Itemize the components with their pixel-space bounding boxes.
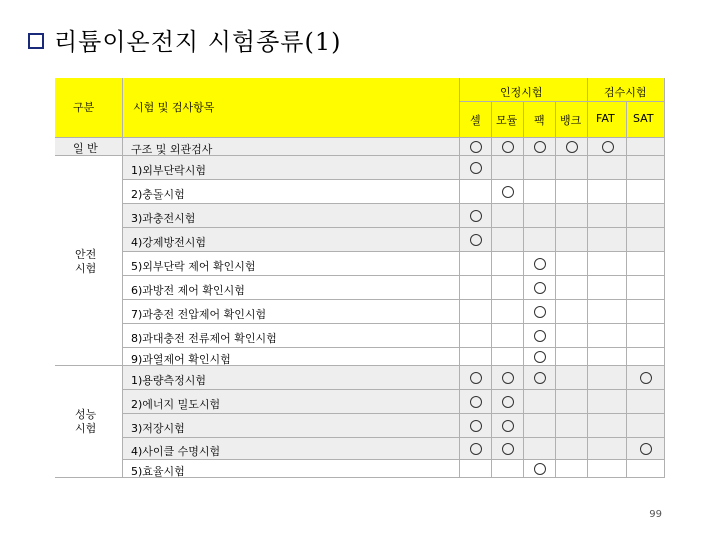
circle-mark-icon [534, 258, 546, 270]
header-cert-cell [460, 78, 588, 102]
mark-cell [556, 366, 588, 390]
row-label: 6)과방전 제어 확인시험 [131, 283, 245, 297]
group-performance-line2: 시험 [75, 422, 97, 435]
header-cert: 인정시험 [500, 86, 543, 99]
circle-mark-icon [470, 234, 482, 246]
mark-cell [492, 180, 524, 204]
mark-cell [588, 300, 627, 324]
circle-mark-icon [470, 396, 482, 408]
row-label: 2)충돌시험 [131, 187, 185, 201]
col-module: 모듈 [496, 114, 518, 127]
mark-cell [556, 300, 588, 324]
row-label: 7)과충전 전압제어 확인시험 [131, 307, 267, 321]
mark-cell [627, 138, 665, 156]
mark-cell [627, 156, 665, 180]
row-label-cell [123, 348, 460, 366]
col-pack-header [524, 102, 556, 138]
circle-mark-icon [534, 306, 546, 318]
col-bank-header [556, 102, 588, 138]
mark-cell [460, 156, 492, 180]
mark-cell [588, 156, 627, 180]
mark-cell [460, 300, 492, 324]
header-gubun: 구분 [73, 101, 95, 114]
mark-cell [492, 324, 524, 348]
mark-cell [460, 324, 492, 348]
row-label: 구조 및 외관검사 [131, 142, 213, 156]
mark-cell [524, 204, 556, 228]
circle-mark-icon [502, 396, 514, 408]
row-label-cell [123, 252, 460, 276]
header-items-cell [123, 78, 460, 138]
mark-cell [627, 366, 665, 390]
mark-cell [627, 204, 665, 228]
circle-mark-icon [502, 443, 514, 455]
mark-cell [460, 252, 492, 276]
circle-mark-icon [502, 141, 514, 153]
mark-cell [588, 180, 627, 204]
row-label-cell [123, 138, 460, 156]
circle-mark-icon [502, 372, 514, 384]
circle-mark-icon [534, 351, 546, 363]
mark-cell [556, 180, 588, 204]
row-label: 9)과열제어 확인시험 [131, 352, 231, 366]
row-label-cell [123, 228, 460, 252]
mark-cell [556, 414, 588, 438]
mark-cell [492, 414, 524, 438]
mark-cell [492, 390, 524, 414]
mark-cell [492, 460, 524, 478]
mark-cell [556, 390, 588, 414]
mark-cell [492, 366, 524, 390]
mark-cell [492, 252, 524, 276]
circle-mark-icon [534, 330, 546, 342]
circle-mark-icon [470, 141, 482, 153]
mark-cell [556, 460, 588, 478]
page-title [28, 22, 341, 57]
mark-cell [524, 460, 556, 478]
mark-cell [492, 156, 524, 180]
mark-cell [492, 300, 524, 324]
mark-cell [627, 228, 665, 252]
row-label-cell [123, 414, 460, 438]
mark-cell [556, 156, 588, 180]
mark-cell [627, 324, 665, 348]
mark-cell [492, 348, 524, 366]
mark-cell [588, 276, 627, 300]
mark-cell [556, 252, 588, 276]
mark-cell [492, 276, 524, 300]
row-label-cell [123, 180, 460, 204]
circle-mark-icon [566, 141, 578, 153]
row-label: 1)외부단락시험 [131, 163, 207, 177]
group-safety-line2: 시험 [75, 262, 97, 275]
mark-cell [460, 438, 492, 460]
row-label-cell [123, 204, 460, 228]
group-safety-cell [55, 156, 123, 366]
row-label-cell [123, 156, 460, 180]
mark-cell [524, 348, 556, 366]
mark-cell [556, 204, 588, 228]
row-label: 5)외부단락 제어 확인시험 [131, 259, 256, 273]
mark-cell [588, 204, 627, 228]
mark-cell [492, 438, 524, 460]
row-label-cell [123, 276, 460, 300]
mark-cell [524, 276, 556, 300]
mark-cell [460, 204, 492, 228]
row-label: 3)저장시험 [131, 421, 185, 435]
title-text: 리튬이온전지 시험종류(1) [54, 28, 342, 56]
mark-cell [627, 348, 665, 366]
row-label: 4)사이클 수명시험 [131, 444, 221, 458]
mark-cell [556, 276, 588, 300]
mark-cell [524, 156, 556, 180]
mark-cell [460, 390, 492, 414]
group-performance-cell [55, 366, 123, 478]
mark-cell [460, 228, 492, 252]
checkbox-bullet-icon [28, 33, 44, 49]
circle-mark-icon [470, 210, 482, 222]
col-pack: 팩 [534, 114, 545, 127]
mark-cell [460, 366, 492, 390]
mark-cell [524, 390, 556, 414]
mark-cell [556, 438, 588, 460]
mark-cell [524, 324, 556, 348]
row-label: 3)과충전시험 [131, 211, 196, 225]
row-label-cell [123, 390, 460, 414]
mark-cell [588, 324, 627, 348]
col-sat-header [627, 102, 665, 138]
mark-cell [524, 180, 556, 204]
mark-cell [524, 252, 556, 276]
row-label: 4)강제방전시험 [131, 235, 207, 249]
col-cell-header [460, 102, 492, 138]
row-label-cell [123, 438, 460, 460]
mark-cell [460, 180, 492, 204]
row-label: 2)에너지 밀도시험 [131, 397, 221, 411]
mark-cell [492, 138, 524, 156]
mark-cell [524, 438, 556, 460]
mark-cell [460, 414, 492, 438]
mark-cell [556, 228, 588, 252]
mark-cell [627, 180, 665, 204]
col-fat: FAT [596, 112, 615, 125]
circle-mark-icon [640, 443, 652, 455]
mark-cell [588, 366, 627, 390]
mark-cell [524, 300, 556, 324]
row-label-cell [123, 300, 460, 324]
mark-cell [492, 204, 524, 228]
mark-cell [556, 324, 588, 348]
page-number: 99 [649, 509, 662, 520]
mark-cell [588, 252, 627, 276]
circle-mark-icon [470, 420, 482, 432]
row-label-cell [123, 460, 460, 478]
mark-cell [556, 348, 588, 366]
header-accept-cell [588, 78, 665, 102]
mark-cell [524, 138, 556, 156]
circle-mark-icon [534, 463, 546, 475]
col-fat-header [588, 102, 627, 138]
group-general: 일 반 [73, 142, 98, 155]
mark-cell [627, 414, 665, 438]
circle-mark-icon [534, 372, 546, 384]
row-label: 1)용량측정시험 [131, 373, 207, 387]
mark-cell [588, 228, 627, 252]
mark-cell [588, 348, 627, 366]
header-accept: 검수시험 [604, 86, 647, 99]
col-sat: SAT [633, 112, 654, 125]
circle-mark-icon [602, 141, 614, 153]
mark-cell [492, 228, 524, 252]
mark-cell [627, 390, 665, 414]
mark-cell [588, 390, 627, 414]
row-label: 5)효율시험 [131, 464, 185, 478]
group-safety-line1: 안전 [75, 248, 97, 261]
circle-mark-icon [502, 420, 514, 432]
mark-cell [627, 252, 665, 276]
circle-mark-icon [470, 372, 482, 384]
header-gubun-cell [55, 78, 123, 138]
mark-cell [524, 414, 556, 438]
mark-cell [627, 300, 665, 324]
mark-cell [588, 438, 627, 460]
mark-cell [627, 276, 665, 300]
mark-cell [627, 460, 665, 478]
circle-mark-icon [640, 372, 652, 384]
mark-cell [460, 460, 492, 478]
col-cell: 셀 [470, 114, 481, 127]
mark-cell [524, 228, 556, 252]
group-performance-line1: 성능 [75, 408, 97, 421]
col-bank: 뱅크 [560, 114, 582, 127]
mark-cell [524, 366, 556, 390]
circle-mark-icon [502, 186, 514, 198]
circle-mark-icon [470, 162, 482, 174]
row-label-cell [123, 366, 460, 390]
col-module-header [492, 102, 524, 138]
group-general-cell [55, 138, 123, 156]
mark-cell [588, 460, 627, 478]
circle-mark-icon [534, 282, 546, 294]
circle-mark-icon [534, 141, 546, 153]
mark-cell [588, 138, 627, 156]
mark-cell [588, 414, 627, 438]
row-label: 8)과대충전 전류제어 확인시험 [131, 331, 277, 345]
header-items: 시험 및 검사항목 [133, 101, 215, 114]
circle-mark-icon [470, 443, 482, 455]
mark-cell [460, 348, 492, 366]
mark-cell [460, 276, 492, 300]
row-label-cell [123, 324, 460, 348]
mark-cell [556, 138, 588, 156]
mark-cell [460, 138, 492, 156]
mark-cell [627, 438, 665, 460]
